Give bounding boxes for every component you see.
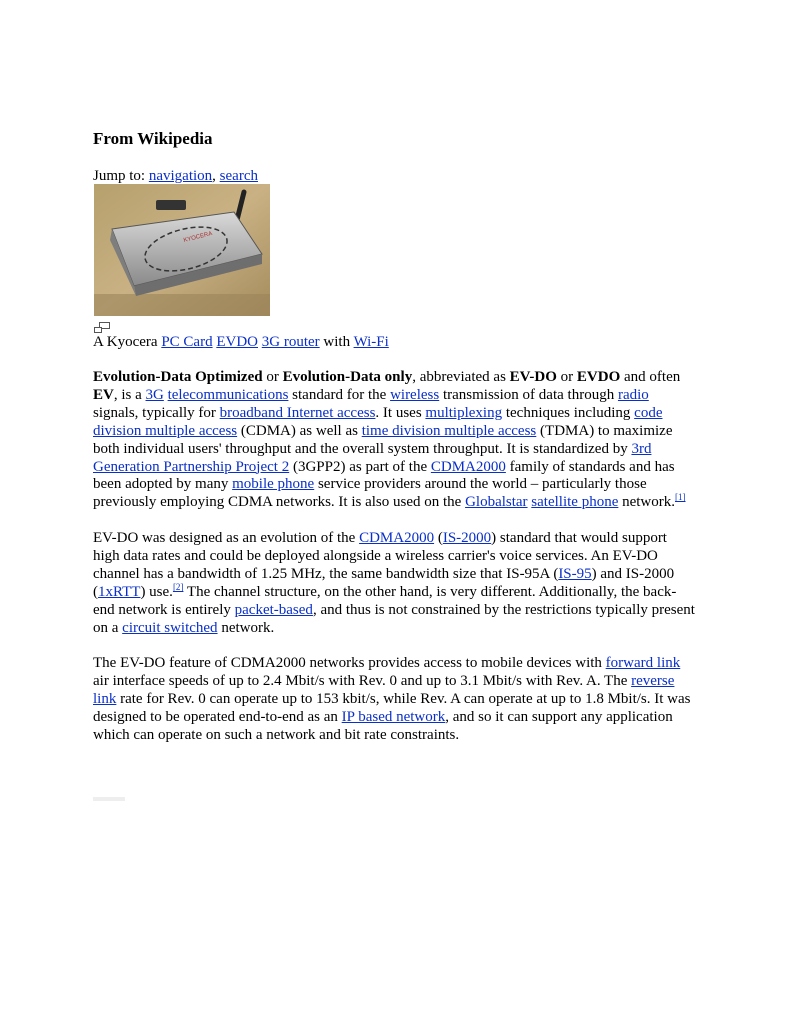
text: or [556,369,577,385]
image-caption [93,333,389,351]
text: ) use. [140,583,173,600]
text: , and thus is not constrained by the restrictions typically present on a [93,601,695,636]
telecommunications-link[interactable]: telecommunications [167,386,289,403]
text: (CDMA) as well as [237,422,362,439]
is-95-link[interactable]: IS-95 [558,565,592,582]
wireless-link[interactable]: wireless [390,386,440,403]
search-link[interactable]: search [219,168,258,184]
text: . It uses [375,404,426,421]
text: and often [620,369,681,385]
ip-based-network-link[interactable]: IP based network [341,709,446,726]
text: or [262,369,283,385]
text: , abbreviated as [412,369,510,385]
text: , and so it can support any application which can operate on such a network and bit rate constraints. [93,709,673,744]
text: network. [618,494,676,511]
pc-card-link[interactable]: PC Card [161,334,213,350]
cdma-link[interactable]: code division multiple access [93,404,663,439]
evdo-link[interactable]: EVDO [216,334,258,350]
satellite-phone-link[interactable]: satellite phone [531,494,619,511]
circuit-switched-link[interactable]: circuit switched [122,619,218,636]
text: (TDMA) to maximize both individual users' throughput and the overall system throughput. It is standardized by [93,422,673,457]
term-bold: EVDO [576,369,621,385]
3g-link[interactable]: 3G [145,386,164,403]
footer-divider [93,797,125,801]
reference-1-link[interactable]: [1] [675,492,686,503]
text: ) and IS-2000 ( [93,565,675,600]
reverse-link-link[interactable]: reverse link [93,673,675,708]
wi-fi-link[interactable]: Wi-Fi [353,334,389,350]
radio-link[interactable]: radio [617,386,649,403]
kyocera-router-image [94,184,270,316]
term-bold: EV-DO [509,369,557,385]
paragraph-intro [93,369,697,512]
forward-link-link[interactable]: forward link [605,655,681,672]
text: techniques including [502,404,635,421]
article-body [93,369,697,763]
cdma2000-link[interactable]: CDMA2000 [430,458,506,475]
broadband-internet-access-link[interactable]: broadband Internet access [219,404,376,421]
text: , is a [113,386,146,403]
svg-text:KYOCERA: KYOCERA [183,231,213,244]
text: The channel structure, on the other hand, is very different. Additionally, the back-end network is entirely [93,583,677,618]
1xrtt-link[interactable]: 1xRTT [98,583,141,600]
page-title: From Wikipedia [93,129,213,148]
paragraph-speeds [93,655,697,745]
text: signals, typically for [93,404,220,421]
packet-based-link[interactable]: packet-based [234,601,313,618]
text: EV-DO was designed as an evolution of the [93,530,360,547]
text: ) standard that would support high data rates and could be deployed alongside a wireless carrier's voice services. An EV-DO channel has a bandwidth of 1.25 MHz, the same bandwidth size that IS-95A ( [93,530,667,582]
text: air interface speeds of up to 2.4 Mbit/s with Rev. 0 and up to 3.1 Mbit/s with Rev. A. The [93,673,632,690]
3gpp2-link[interactable]: 3rd Generation Partnership Project 2 [93,440,652,475]
is-2000-link[interactable]: IS-2000 [442,530,492,547]
caption-text: with [319,334,354,350]
text: The EV-DO feature of CDMA2000 networks provides access to mobile devices with [93,655,606,672]
paragraph-design [93,530,697,637]
text: rate for Rev. 0 can operate up to 153 kbit/s, while Rev. A can operate at up to 1.8 Mbit/s. It was designed to be operated end-to-end as an [93,691,691,726]
text: (3GPP2) as part of the [289,458,431,475]
term-bold: Evolution-Data Optimized [93,369,263,385]
magnify-clip-icon[interactable] [94,321,110,333]
text: network. [217,619,275,636]
globalstar-link[interactable]: Globalstar [465,494,528,511]
reference-2-link[interactable]: [2] [172,581,184,592]
navigation-link[interactable]: navigation [148,168,213,184]
term-bold: Evolution-Data only [282,369,413,385]
router-photo[interactable] [94,184,270,316]
jump-separator: , [212,168,220,184]
3g-router-link[interactable]: 3G router [261,334,320,350]
text: transmission of data through [439,386,618,403]
mobile-phone-link[interactable]: mobile phone [232,476,315,493]
jump-to-bar [93,167,258,185]
text: standard for the [288,386,391,403]
jump-to-label: Jump to: [93,168,149,184]
text: service providers around the world – particularly those previously employing CDMA networks. It is also used on the [93,476,647,511]
cdma2000-link[interactable]: CDMA2000 [359,530,435,547]
term-bold: EV [93,386,114,403]
multiplexing-link[interactable]: multiplexing [425,404,503,421]
tdma-link[interactable]: time division multiple access [361,422,537,439]
text: ( [434,530,443,547]
text: family of standards and has been adopted by many [93,458,675,493]
caption-text: A Kyocera [93,334,162,350]
